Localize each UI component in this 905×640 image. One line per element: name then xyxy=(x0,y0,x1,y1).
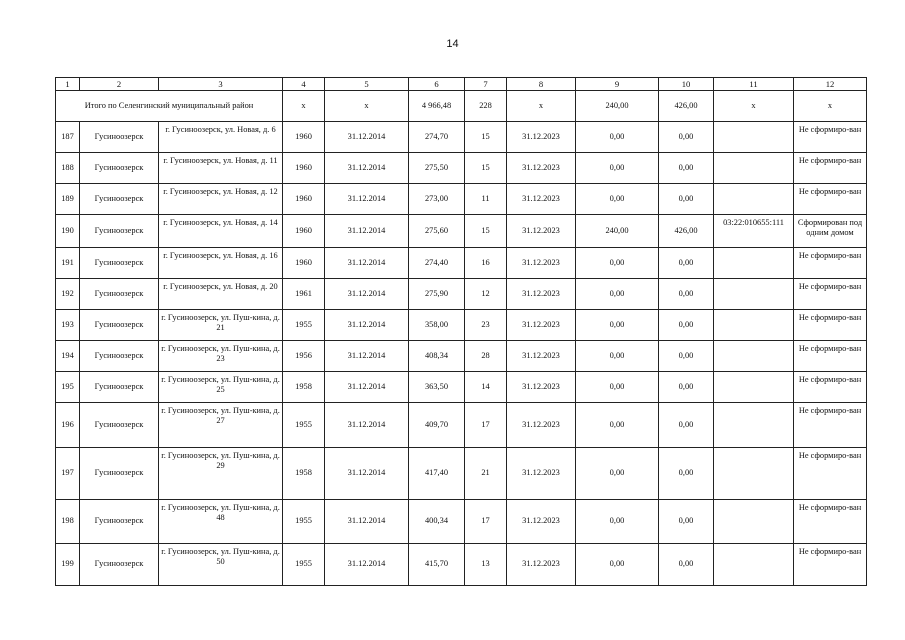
row-number: 199 xyxy=(56,544,80,586)
settlement-name: Гусиноозерск xyxy=(80,279,159,310)
settlement-name: Гусиноозерск xyxy=(80,215,159,248)
land-status: Не сформиро-ван xyxy=(794,372,867,403)
resettlement-deadline: 31.12.2023 xyxy=(507,310,576,341)
settlement-name: Гусиноозерск xyxy=(80,184,159,215)
column-number: 9 xyxy=(576,78,659,91)
total-area: 4 966,48 xyxy=(409,91,465,122)
recognition-date: 31.12.2014 xyxy=(325,403,409,448)
recognition-date: 31.12.2014 xyxy=(325,544,409,586)
build-year: 1960 xyxy=(283,184,325,215)
table-row xyxy=(56,448,867,500)
resettlement-deadline: 31.12.2023 xyxy=(507,403,576,448)
recognition-date: 31.12.2014 xyxy=(325,248,409,279)
build-year: 1955 xyxy=(283,403,325,448)
residents-count: 23 xyxy=(465,310,507,341)
living-area: 400,34 xyxy=(409,500,465,544)
table-row xyxy=(56,372,867,403)
land-area-value: 0,00 xyxy=(576,403,659,448)
row-number: 193 xyxy=(56,310,80,341)
table-row xyxy=(56,341,867,372)
row-number: 188 xyxy=(56,153,80,184)
recognition-date: 31.12.2014 xyxy=(325,215,409,248)
table-row xyxy=(56,184,867,215)
row-number: 192 xyxy=(56,279,80,310)
living-area: 274,70 xyxy=(409,122,465,153)
column-number: 2 xyxy=(80,78,159,91)
recognition-date: 31.12.2014 xyxy=(325,153,409,184)
resettlement-deadline: 31.12.2023 xyxy=(507,122,576,153)
table-row xyxy=(56,122,867,153)
living-area: 358,00 xyxy=(409,310,465,341)
settlement-name: Гусиноозерск xyxy=(80,448,159,500)
settlement-name: Гусиноозерск xyxy=(80,341,159,372)
living-area: 275,50 xyxy=(409,153,465,184)
residents-count: 28 xyxy=(465,341,507,372)
settlement-name: Гусиноозерск xyxy=(80,544,159,586)
total-label: Итого по Селенгинский муниципальный район xyxy=(56,91,283,122)
row-number: 195 xyxy=(56,372,80,403)
row-number: 197 xyxy=(56,448,80,500)
land-area-total: 0,00 xyxy=(659,248,714,279)
living-area: 363,50 xyxy=(409,372,465,403)
recognition-date: 31.12.2014 xyxy=(325,341,409,372)
recognition-date: 31.12.2014 xyxy=(325,310,409,341)
residents-count: 17 xyxy=(465,500,507,544)
build-year: 1960 xyxy=(283,153,325,184)
living-area: 274,40 xyxy=(409,248,465,279)
land-area-value: 0,00 xyxy=(576,279,659,310)
land-status: Не сформиро-ван xyxy=(794,310,867,341)
cadastral-number xyxy=(714,248,794,279)
cadastral-number xyxy=(714,544,794,586)
residents-count: 17 xyxy=(465,403,507,448)
land-status: Не сформиро-ван xyxy=(794,403,867,448)
land-area-total: 0,00 xyxy=(659,153,714,184)
land-area-value: 0,00 xyxy=(576,544,659,586)
land-area-total: 0,00 xyxy=(659,122,714,153)
land-area-total: 0,00 xyxy=(659,448,714,500)
total-cell: x xyxy=(794,91,867,122)
page-number: 14 xyxy=(446,38,459,50)
total-cell: 426,00 xyxy=(659,91,714,122)
housing-register-table xyxy=(55,77,867,586)
recognition-date: 31.12.2014 xyxy=(325,500,409,544)
land-area-total: 0,00 xyxy=(659,184,714,215)
row-number: 189 xyxy=(56,184,80,215)
residents-count: 14 xyxy=(465,372,507,403)
land-status: Сформирован под одним домом xyxy=(794,215,867,248)
land-area-value: 0,00 xyxy=(576,122,659,153)
cadastral-number xyxy=(714,153,794,184)
house-address: г. Гусиноозерск, ул. Пуш-кина, д. 23 xyxy=(159,341,283,372)
cadastral-number xyxy=(714,372,794,403)
column-numbers-row xyxy=(56,78,867,91)
land-area-total: 0,00 xyxy=(659,341,714,372)
resettlement-deadline: 31.12.2023 xyxy=(507,544,576,586)
recognition-date: 31.12.2014 xyxy=(325,372,409,403)
land-area-value: 0,00 xyxy=(576,248,659,279)
column-number: 5 xyxy=(325,78,409,91)
land-area-total: 0,00 xyxy=(659,310,714,341)
row-number: 187 xyxy=(56,122,80,153)
residents-count: 12 xyxy=(465,279,507,310)
land-area-total: 0,00 xyxy=(659,544,714,586)
total-cell: x xyxy=(283,91,325,122)
land-status: Не сформиро-ван xyxy=(794,279,867,310)
table-row xyxy=(56,544,867,586)
cadastral-number xyxy=(714,403,794,448)
column-number: 10 xyxy=(659,78,714,91)
build-year: 1960 xyxy=(283,122,325,153)
column-number: 3 xyxy=(159,78,283,91)
total-row xyxy=(56,91,867,122)
resettlement-deadline: 31.12.2023 xyxy=(507,448,576,500)
living-area: 275,60 xyxy=(409,215,465,248)
residents-count: 13 xyxy=(465,544,507,586)
total-cell: x xyxy=(325,91,409,122)
land-status: Не сформиро-ван xyxy=(794,248,867,279)
build-year: 1955 xyxy=(283,544,325,586)
build-year: 1958 xyxy=(283,372,325,403)
land-area-value: 0,00 xyxy=(576,184,659,215)
resettlement-deadline: 31.12.2023 xyxy=(507,279,576,310)
residents-count: 15 xyxy=(465,153,507,184)
resettlement-deadline: 31.12.2023 xyxy=(507,341,576,372)
land-status: Не сформиро-ван xyxy=(794,153,867,184)
column-number: 6 xyxy=(409,78,465,91)
table-row xyxy=(56,279,867,310)
cadastral-number xyxy=(714,310,794,341)
settlement-name: Гусиноозерск xyxy=(80,248,159,279)
house-address: г. Гусиноозерск, ул. Пуш-кина, д. 29 xyxy=(159,448,283,500)
settlement-name: Гусиноозерск xyxy=(80,403,159,448)
table-row xyxy=(56,310,867,341)
build-year: 1960 xyxy=(283,248,325,279)
recognition-date: 31.12.2014 xyxy=(325,279,409,310)
cadastral-number: 03:22:010655:111 xyxy=(714,215,794,248)
column-number: 1 xyxy=(56,78,80,91)
build-year: 1961 xyxy=(283,279,325,310)
row-number: 191 xyxy=(56,248,80,279)
resettlement-deadline: 31.12.2023 xyxy=(507,500,576,544)
cadastral-number xyxy=(714,448,794,500)
cadastral-number xyxy=(714,500,794,544)
recognition-date: 31.12.2014 xyxy=(325,448,409,500)
living-area: 409,70 xyxy=(409,403,465,448)
residents-count: 16 xyxy=(465,248,507,279)
house-address: г. Гусиноозерск, ул. Пуш-кина, д. 50 xyxy=(159,544,283,586)
land-area-total: 0,00 xyxy=(659,500,714,544)
residents-count: 21 xyxy=(465,448,507,500)
land-status: Не сформиро-ван xyxy=(794,448,867,500)
land-area-value: 0,00 xyxy=(576,341,659,372)
house-address: г. Гусиноозерск, ул. Новая, д. 20 xyxy=(159,279,283,310)
column-number: 4 xyxy=(283,78,325,91)
resettlement-deadline: 31.12.2023 xyxy=(507,184,576,215)
row-number: 198 xyxy=(56,500,80,544)
land-status: Не сформиро-ван xyxy=(794,122,867,153)
house-address: г. Гусиноозерск, ул. Новая, д. 11 xyxy=(159,153,283,184)
living-area: 408,34 xyxy=(409,341,465,372)
total-cell: x xyxy=(507,91,576,122)
settlement-name: Гусиноозерск xyxy=(80,372,159,403)
settlement-name: Гусиноозерск xyxy=(80,500,159,544)
row-number: 190 xyxy=(56,215,80,248)
land-area-value: 240,00 xyxy=(576,215,659,248)
residents-count: 15 xyxy=(465,215,507,248)
land-area-total: 426,00 xyxy=(659,215,714,248)
table-row xyxy=(56,403,867,448)
resettlement-deadline: 31.12.2023 xyxy=(507,215,576,248)
living-area: 273,00 xyxy=(409,184,465,215)
living-area: 275,90 xyxy=(409,279,465,310)
table-row xyxy=(56,215,867,248)
land-area-value: 0,00 xyxy=(576,310,659,341)
land-area-value: 0,00 xyxy=(576,153,659,184)
table-row xyxy=(56,153,867,184)
land-status: Не сформиро-ван xyxy=(794,184,867,215)
build-year: 1955 xyxy=(283,310,325,341)
table-row xyxy=(56,500,867,544)
recognition-date: 31.12.2014 xyxy=(325,184,409,215)
column-number: 11 xyxy=(714,78,794,91)
living-area: 415,70 xyxy=(409,544,465,586)
cadastral-number xyxy=(714,122,794,153)
house-address: г. Гусиноозерск, ул. Новая, д. 6 xyxy=(159,122,283,153)
house-address: г. Гусиноозерск, ул. Новая, д. 12 xyxy=(159,184,283,215)
land-area-value: 0,00 xyxy=(576,500,659,544)
resettlement-deadline: 31.12.2023 xyxy=(507,248,576,279)
residents-count: 11 xyxy=(465,184,507,215)
settlement-name: Гусиноозерск xyxy=(80,153,159,184)
column-number: 12 xyxy=(794,78,867,91)
recognition-date: 31.12.2014 xyxy=(325,122,409,153)
table-row xyxy=(56,248,867,279)
land-area-total: 0,00 xyxy=(659,372,714,403)
land-status: Не сформиро-ван xyxy=(794,500,867,544)
cadastral-number xyxy=(714,184,794,215)
house-address: г. Гусиноозерск, ул. Пуш-кина, д. 21 xyxy=(159,310,283,341)
house-address: г. Гусиноозерск, ул. Пуш-кина, д. 48 xyxy=(159,500,283,544)
row-number: 194 xyxy=(56,341,80,372)
settlement-name: Гусиноозерск xyxy=(80,310,159,341)
land-status: Не сформиро-ван xyxy=(794,341,867,372)
build-year: 1958 xyxy=(283,448,325,500)
build-year: 1955 xyxy=(283,500,325,544)
land-area-total: 0,00 xyxy=(659,403,714,448)
house-address: г. Гусиноозерск, ул. Пуш-кина, д. 27 xyxy=(159,403,283,448)
column-number: 7 xyxy=(465,78,507,91)
land-area-value: 0,00 xyxy=(576,372,659,403)
total-residents: 228 xyxy=(465,91,507,122)
resettlement-deadline: 31.12.2023 xyxy=(507,153,576,184)
build-year: 1956 xyxy=(283,341,325,372)
total-cell: 240,00 xyxy=(576,91,659,122)
house-address: г. Гусиноозерск, ул. Новая, д. 14 xyxy=(159,215,283,248)
resettlement-deadline: 31.12.2023 xyxy=(507,372,576,403)
total-cell: x xyxy=(714,91,794,122)
column-number: 8 xyxy=(507,78,576,91)
build-year: 1960 xyxy=(283,215,325,248)
settlement-name: Гусиноозерск xyxy=(80,122,159,153)
house-address: г. Гусиноозерск, ул. Новая, д. 16 xyxy=(159,248,283,279)
land-status: Не сформиро-ван xyxy=(794,544,867,586)
cadastral-number xyxy=(714,341,794,372)
residents-count: 15 xyxy=(465,122,507,153)
house-address: г. Гусиноозерск, ул. Пуш-кина, д. 25 xyxy=(159,372,283,403)
living-area: 417,40 xyxy=(409,448,465,500)
land-area-total: 0,00 xyxy=(659,279,714,310)
row-number: 196 xyxy=(56,403,80,448)
cadastral-number xyxy=(714,279,794,310)
land-area-value: 0,00 xyxy=(576,448,659,500)
